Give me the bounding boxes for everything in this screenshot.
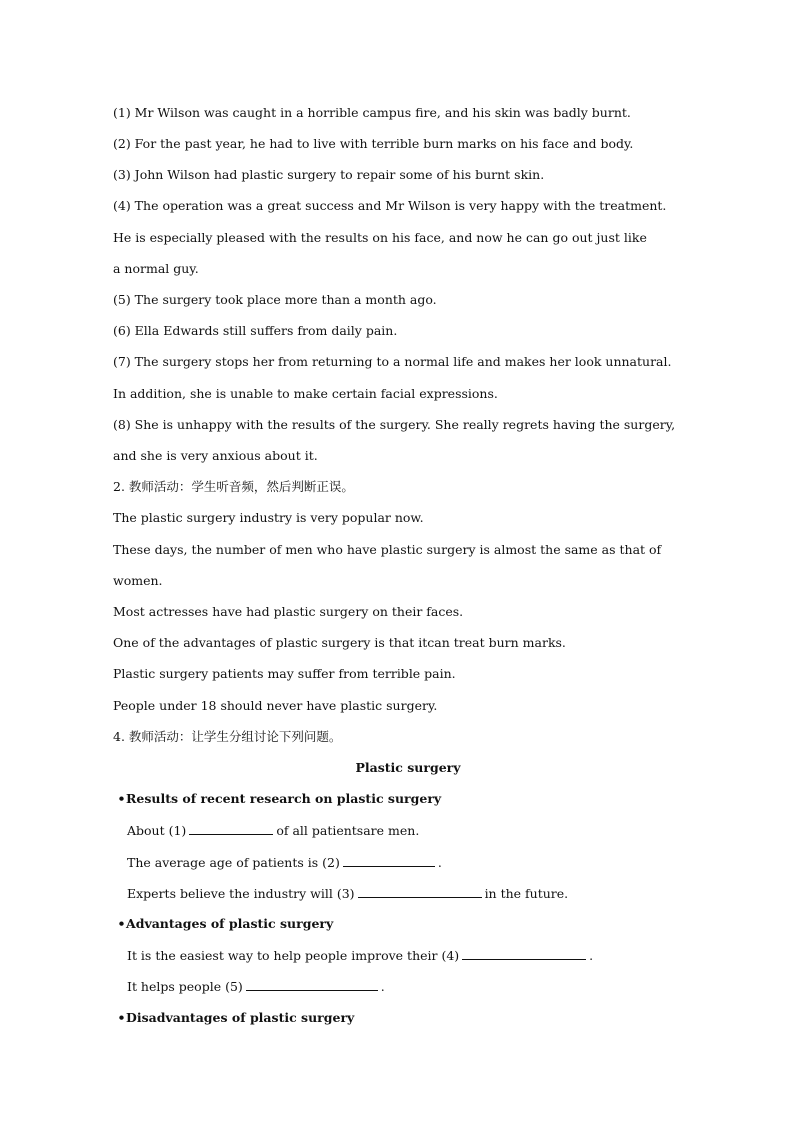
statement-line: He is especially pleased with the results on his face, and now he can go out just like [113,230,647,245]
statement-line: and she is very anxious about it. [113,448,318,463]
item-text: . [437,855,442,870]
statement-line: (3) John Wilson had plastic surgery to repair some of his burnt skin. [113,167,545,182]
research-item-1 [127,822,717,839]
section-heading-disadvantages [117,1010,707,1026]
advantages-item-4 [127,947,717,964]
statement-line: (2) For the past year, he had to live with terrible burn marks on his face and body. [113,136,634,151]
research-item-2 [127,854,717,871]
statement-line: (8) She is unhappy with the results of the surgery. She really regrets having the surgery, [113,417,676,432]
research-item-3 [127,885,717,902]
statement-line: In addition, she is unable to make certain facial expressions. [113,386,498,401]
true-false-statement: Plastic surgery patients may suffer from terrible pain. [113,666,456,681]
item-text: The average age of patients is (2) [127,855,340,870]
statement-line: (7) The surgery stops her from returning to a normal life and makes her look unnatural. [113,354,672,369]
true-false-statement: Most actresses have had plastic surgery on their faces. [113,604,464,619]
blank-3-field[interactable] [358,885,482,898]
item-text: of all patientsare men. [276,823,420,838]
bullet-icon: • [117,1010,126,1025]
true-false-statement: women. [113,573,163,588]
statement-line: a normal guy. [113,261,199,276]
item-text: It is the easiest way to help people improve their (4) [127,948,460,963]
true-false-statement: People under 18 should never have plastic surgery. [113,698,438,713]
advantages-item-5 [127,978,717,995]
statement-line: (1) Mr Wilson was caught in a horrible campus fire, and his skin was badly burnt. [113,105,631,120]
statement-line: (4) The operation was a great success and Mr Wilson is very happy with the treatment. [113,198,667,213]
blank-4-field[interactable] [462,947,586,960]
activity-4-heading: 4. 教师活动：让学生分组讨论下列问题。 [113,729,342,744]
section-heading-research [117,791,707,807]
item-text: About (1) [127,823,187,838]
bullet-icon: • [117,791,126,806]
disadvantages-heading-text: Disadvantages of plastic surgery [126,1010,355,1025]
blank-2-field[interactable] [343,854,435,867]
item-text: It helps people (5) [127,979,243,994]
true-false-statement: These days, the number of men who have plastic surgery is almost the same as that of [113,542,662,557]
true-false-statement: One of the advantages of plastic surgery is that itcan treat burn marks. [113,635,566,650]
item-text: . [380,979,385,994]
item-text: in the future. [484,886,569,901]
statement-line: (6) Ella Edwards still suffers from daily pain. [113,323,398,338]
true-false-statement: The plastic surgery industry is very popular now. [113,510,424,525]
item-text: . [589,948,594,963]
advantages-heading-text: Advantages of plastic surgery [126,916,334,931]
blank-5-field[interactable] [246,978,378,991]
bullet-icon: • [117,916,126,931]
blank-1-field[interactable] [189,822,273,835]
item-text: Experts believe the industry will (3) [127,886,355,901]
statement-line: (5) The surgery took place more than a month ago. [113,292,437,307]
research-heading-text: Results of recent research on plastic surgery [126,791,442,806]
section-heading-advantages [117,916,707,932]
activity-2-heading: 2. 教师活动：学生听音频，然后判断正误。 [113,479,354,494]
worksheet-title: Plastic surgery [355,760,461,775]
